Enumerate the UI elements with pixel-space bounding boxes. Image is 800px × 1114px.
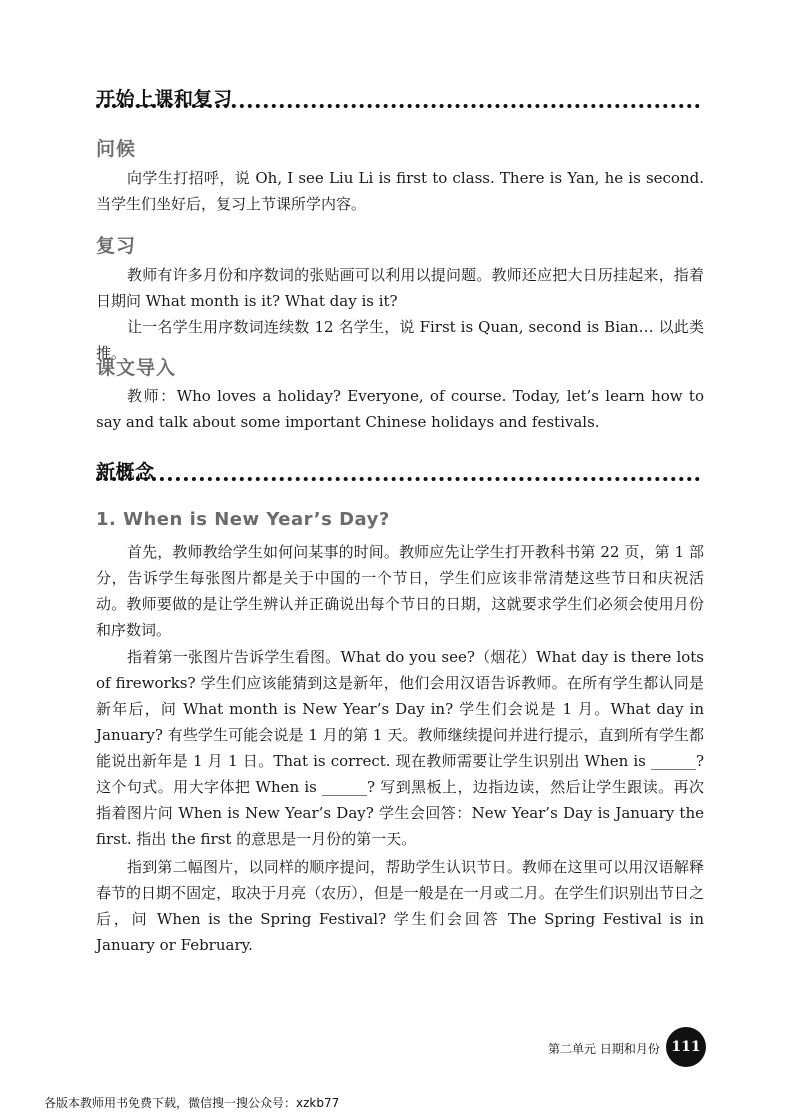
- subheading-lesson-intro: 课文导入: [96, 357, 177, 379]
- section-divider: [96, 477, 700, 481]
- paragraph-concept-2: 指着第一张图片告诉学生看图。What do you see?（烟花）What day is there lots of fireworks? 学生们应该能猜到这是新年，他们会用汉语告诉教师。在所有学生都认同是新年后，问 What month is New Year’s Day in? 学生们会说是 1 月。What day in January? 有些学生可能会说是 1 月的第 1 天。教师继续提问并进行提示，直到所有学生都能说出新年是 1 月 1 日。That is correct. 现在教师需要让学生识别出 When is ______? 这个句式。用大字体把 When is ______? 写到黑板上，边指边读，然后让学生跟读。再次指着图片问 When is New Year’s Day? 学生会回答：New Year’s Day is January the first. 指出 the first 的意思是一月份的第一天。: [96, 648, 704, 848]
- paragraph-concept-1: 首先，教师教给学生如何问某事的时间。教师应先让学生打开教科书第 22 页，第 1 部分，告诉学生每张图片都是关于中国的一个节日，学生们应该非常清楚这些节日和庆祝活动。教师要做的是让学生辨认并正确说出每个节日的日期，这就要求学生们必须会使用月份和序数词。: [96, 543, 704, 639]
- section-title-start-review: 开始上课和复习: [96, 88, 233, 110]
- subheading-greeting: 问候: [96, 138, 137, 160]
- section-title-new-concepts: 新概念: [96, 461, 155, 483]
- paragraph-concept-3: 指到第二幅图片，以同样的顺序提问，帮助学生认识节日。教师在这里可以用汉语解释春节的日期不固定，取决于月亮（农历），但是一般是在一月或二月。在学生们识别出节日之后，问 When is the Spring Festival? 学生们会回答 The Spring Festival is in January or February.: [96, 858, 704, 954]
- paragraph-review-1: 教师有许多月份和序数词的张贴画可以利用以提问题。教师还应把大日历挂起来，指着日期问 What month is it? What day is it?: [96, 266, 704, 310]
- paragraph-lesson-intro: 教师：Who loves a holiday? Everyone, of course. Today, let’s learn how to say and talk about some important Chinese holidays and festivals.: [96, 387, 704, 431]
- paragraph-review-2: 让一名学生用序数词连续数 12 名学生，说 First is Quan, second is Bian… 以此类推。: [96, 318, 704, 362]
- page-number-badge: 111: [666, 1027, 706, 1067]
- download-note: 各版本教师用书免费下载，微信搜一搜公众号：xzkb77: [44, 1096, 340, 1110]
- concept-heading-new-years-day: 1. When is New Year’s Day?: [96, 509, 390, 530]
- subheading-review: 复习: [96, 235, 137, 257]
- paragraph-greeting: 向学生打招呼，说 Oh, I see Liu Li is first to class. There is Yan, he is second. 当学生们坐好后，复习上节课所学内容。: [96, 169, 704, 213]
- section-divider: [96, 104, 700, 108]
- footer-unit-label: 第二单元 日期和月份: [548, 1042, 660, 1056]
